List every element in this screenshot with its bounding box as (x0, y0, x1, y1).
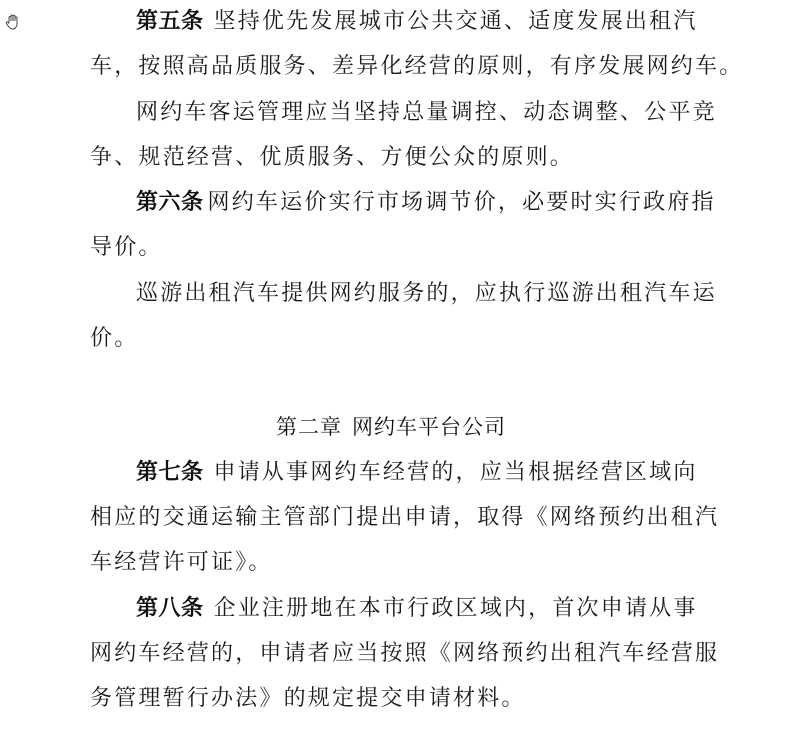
article-7-line-1 (136, 458, 698, 488)
article-5-line-1 (136, 7, 698, 37)
article-6-line-2: 导价。 (90, 235, 163, 260)
article-6-line-1 (136, 188, 716, 218)
article-5-line-2: 车，按照高品质服务、差异化经营的原则，有序发展网约车。 (90, 54, 744, 79)
article-8-line-3: 务管理暂行办法》的规定提交申请材料。 (90, 686, 526, 711)
article-7-label: 第七条 (136, 460, 204, 485)
article-8-line-2: 网约车经营的，申请者应当按照《网络预约出租汽车经营服 (90, 641, 720, 666)
article-6-para-2-line-1: 巡游出租汽车提供网约服务的，应执行巡游出租汽车运 (136, 281, 717, 306)
article-5-text-1: 坚持优先发展城市公共交通、适度发展出租汽 (213, 9, 698, 34)
article-5-label: 第五条 (136, 9, 204, 34)
chapter-title: 网约车平台公司 (352, 415, 506, 439)
article-6-label: 第六条 (136, 190, 204, 215)
article-5-para-2-line-2: 争、规范经营、优质服务、方便公众的原则。 (90, 145, 575, 170)
article-7-line-3: 车经营许可证》。 (90, 550, 273, 575)
article-8-label: 第八条 (136, 596, 204, 621)
article-5-para-2-line-1: 网约车客运管理应当坚持总量调控、动态调整、公平竞 (136, 100, 717, 125)
chapter-heading (90, 412, 692, 442)
article-7-line-2: 相应的交通运输主管部门提出申请，取得《网络预约出租汽 (90, 505, 720, 530)
hand-cursor-icon (4, 13, 22, 31)
article-8-line-1 (136, 594, 698, 624)
chapter-number: 第二章 (276, 415, 342, 439)
article-8-text-1: 企业注册地在本市行政区域内，首次申请从事 (213, 596, 698, 621)
article-6-para-2-line-2: 价。 (90, 326, 139, 351)
article-7-text-1: 申请从事网约车经营的，应当根据经营区域向 (213, 460, 698, 485)
article-6-text-1: 网约车运价实行市场调节价，必要时实行政府指 (207, 190, 716, 215)
